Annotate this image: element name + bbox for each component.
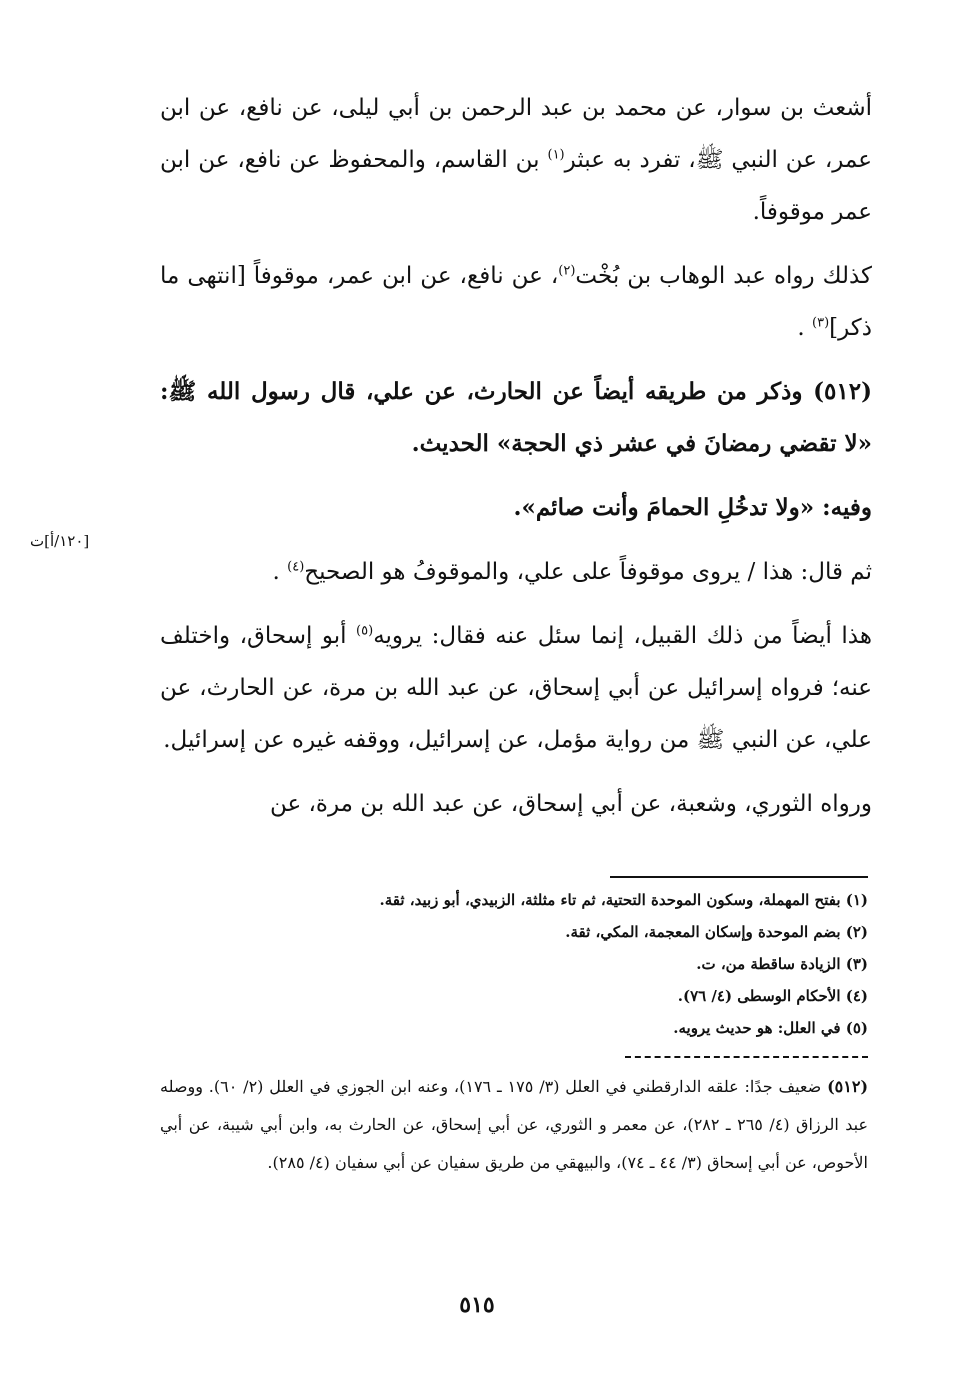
annotation-number: (٥١٢) (827, 1077, 869, 1096)
footnote-ref-1: (١) (547, 147, 565, 163)
footnote-ref-3: (٣) (812, 315, 830, 331)
footnote-1: (١) بفتح المهملة، وسكون الموحدة التحتية، ثم تاء مثلثة، الزبيدي، أبو زبيد، ثقة. (379, 891, 868, 909)
paragraph-6: هذا أيضاً من ذلك القبيل، إنما سئل عنه فقال: يرويه$^{(٥)}$ أبو إسحاق، واختلف عنه؛ فرواه إسرائيل عن أبي إسحاق، عن عبد الله بن مرة، عن الحارث، عن علي، عن النبي ﷺ من رواية مؤمل، عن إسرائيل، ووقفه غيره عن إسرائيل. (160, 623, 872, 753)
footnote-ref-2: (٢) (558, 263, 576, 279)
page-number: ٥١٥ (459, 1292, 495, 1318)
paragraph-7: ورواه الثوري، وشعبة، عن أبي إسحاق، عن عبد الله بن مرة، عن (269, 791, 872, 817)
manuscript-margin-note: [١٢٠/أ]ت (30, 532, 90, 550)
paragraph-1: أشعث بن سوار، عن محمد بن عبد الرحمن بن أبي ليلى، عن نافع، عن ابن عمر، عن النبي ﷺ، تفرد به عبثر$^{(١)}$ بن القاسم، والمحفوظ عن نافع، عن ابن عمر موقوفاً. (160, 95, 873, 225)
annotation-separator (625, 1056, 868, 1058)
footnote-3: (٣) الزيادة ساقطة من، ت. (696, 955, 868, 973)
main-text (160, 82, 872, 842)
footnote-ref-4: (٤) (287, 559, 305, 575)
paragraph-2: كذلك رواه عبد الوهاب بن بُخْت$^{(٢)}$، عن نافع، عن ابن عمر، موقوفاً [انتهى ما ذكر]$^{(٣)}$ . (160, 263, 873, 341)
footnote-separator (610, 876, 868, 878)
annotation-text: ضعيف جدًا: علقه الدارقطني في العلل (٣/ ١٧٥ ـ ١٧٦)، وعنه ابن الجوزي في العلل (٢/ ٦٠). ووصله عبد الرزاق (٤/ ٢٦٥ ـ ٢٨٢)، عن معمر و الثوري، عن أبي إسحاق، عن الحارث به، وابن أبي شيبة، عن أبي الأحوص، عن أبي إسحاق (٣/ ٤٤ ـ ٧٤)، والبيهقي من طريق سفيان عن أبي سفيان (٤/ ٢٨٥). (160, 1077, 869, 1172)
hadith-number: (٥١٢) (813, 378, 872, 405)
hadith-annotation (160, 1068, 868, 1182)
paragraph-4: وفيه: «ولا تدخُلِ الحمامَ وأنت صائم». (513, 494, 872, 521)
footnote-2: (٢) بضم الموحدة وإسكان المعجمة، المكي، ثقة. (565, 923, 868, 941)
paragraph-5: ثم قال: هذا / يروى موقوفاً على علي، والموقوفُ هو الصحيح$^{(٤)}$ . (272, 559, 872, 585)
footnotes (160, 884, 868, 1044)
footnote-ref-5: (٥) (356, 623, 374, 639)
paragraph-3: (٥١٢) وذكر من طريقه أيضاً عن الحارث، عن علي، قال رسول الله ﷺ: «لا تقضي رمضانَ في عشر ذي الحجة» الحديث. (160, 378, 872, 457)
footnote-5: (٥) في العلل: هو حديث يرويه. (673, 1019, 868, 1037)
footnote-4: (٤) الأحكام الوسطى (٤/ ٧٦). (677, 987, 868, 1005)
